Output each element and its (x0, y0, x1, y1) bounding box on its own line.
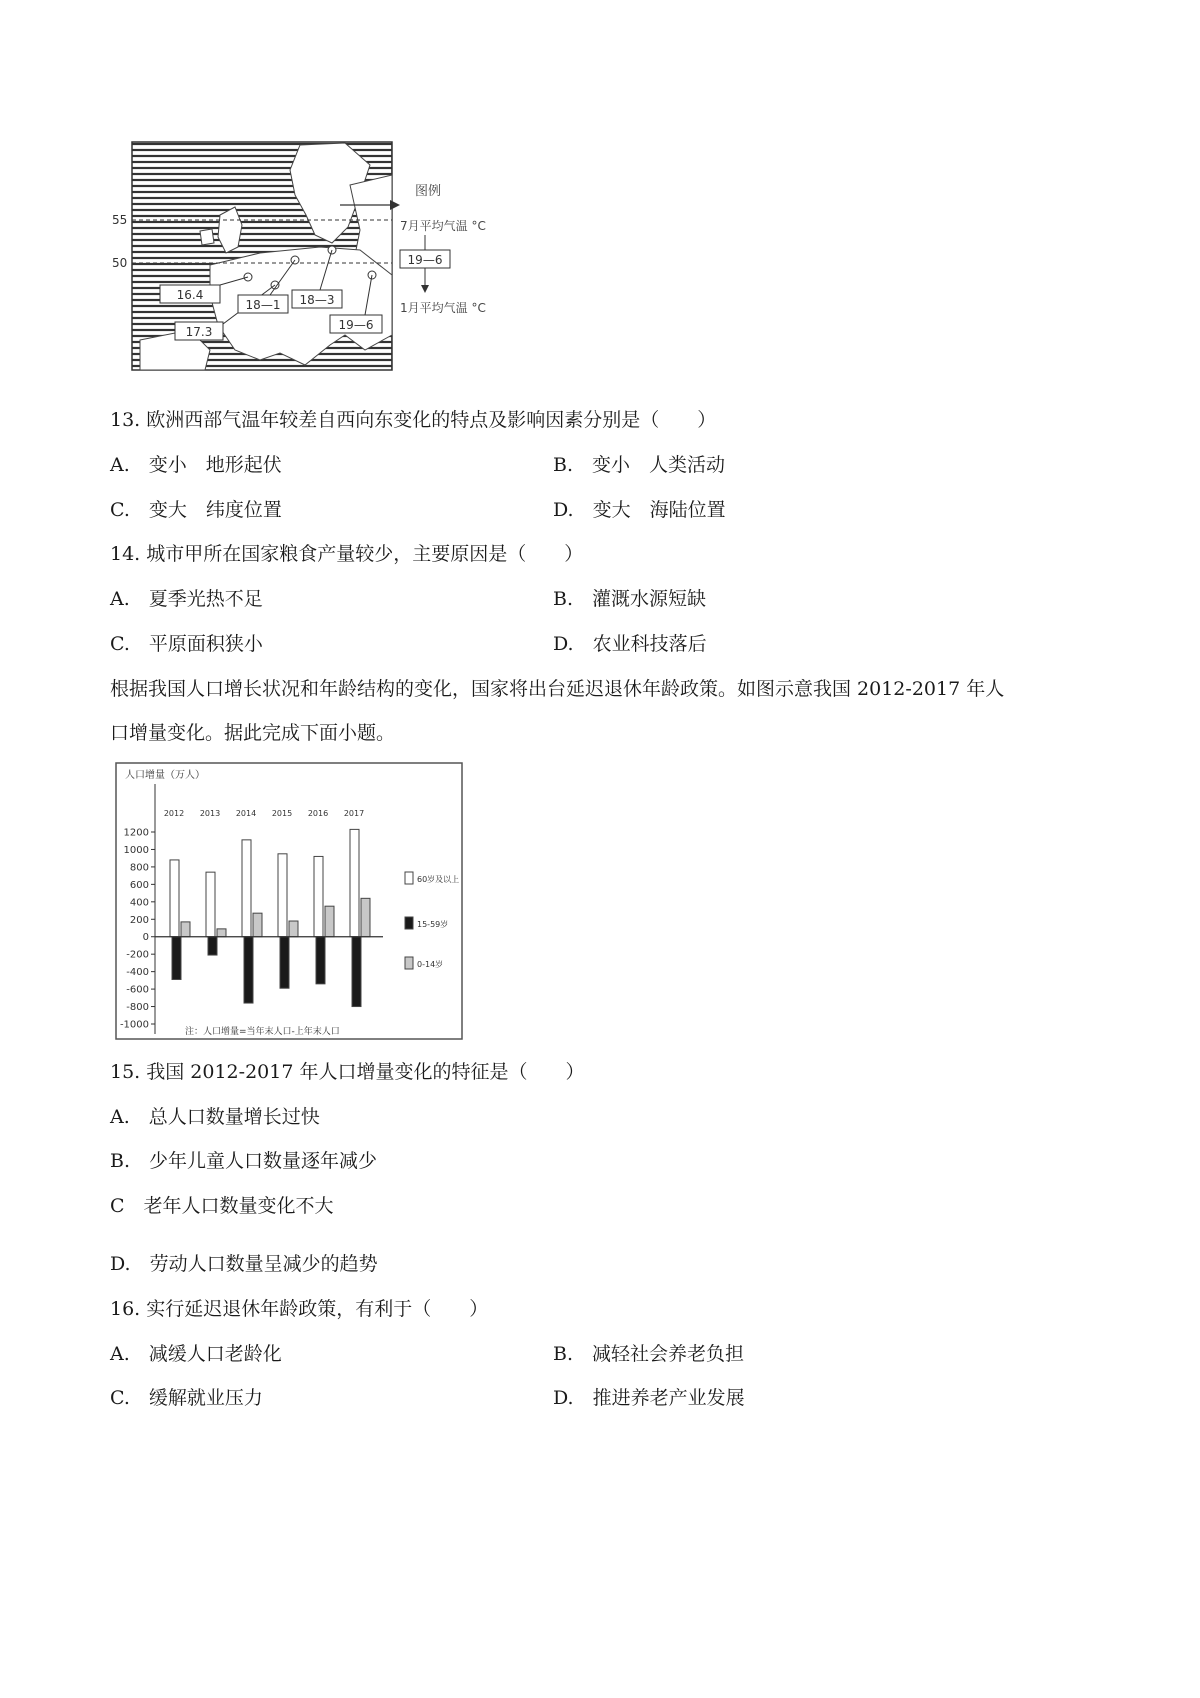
intro-line-1: 根据我国人口增长状况和年龄结构的变化，国家将出台延迟退休年龄政策。如图示意我国 2012-2017 年人 (110, 678, 1005, 700)
chart-bar-2016-series-0 (314, 856, 323, 936)
chart-ytick-label: 400 (129, 897, 149, 909)
chart-ytick-label: 1000 (123, 844, 149, 856)
chart-bar-2012-series-2 (181, 922, 190, 937)
map-box-3: 18—1 (245, 298, 281, 312)
chart-ytick-label: 0 (142, 932, 149, 944)
map-box-4: 18—3 (299, 293, 335, 307)
chart-ytick-label: -200 (126, 949, 149, 961)
chart-ylabel: 人口增量（万人） (125, 770, 205, 781)
chart-bar-2013-series-0 (206, 872, 215, 937)
map-box-2: 17.3 (185, 325, 213, 339)
question-15-option-b[interactable]: B. 少年儿童人口数量逐年减少 (110, 1150, 378, 1172)
chart-ytick-label: -1000 (119, 1019, 149, 1031)
chart-category-label: 2014 (235, 809, 257, 818)
chart-bar-2012-series-0 (170, 860, 179, 937)
question-13-option-a[interactable]: A. 变小 地形起伏 (110, 454, 282, 476)
question-16-option-d[interactable]: D. 推进养老产业发展 (553, 1387, 745, 1409)
question-13-option-d[interactable]: D. 变大 海陆位置 (553, 499, 726, 521)
map-box-5: 19—6 (338, 318, 374, 332)
map-legend-title: 图例 (415, 184, 442, 199)
chart-bar-2012-series-1 (172, 937, 181, 980)
question-15-option-a[interactable]: A. 总人口数量增长过快 (110, 1106, 320, 1128)
chart-bar-2015-series-2 (289, 921, 298, 937)
chart-legend-label: 0-14岁 (417, 960, 444, 969)
question-14-option-c[interactable]: C. 平原面积狭小 (110, 633, 263, 655)
question-15-stem: 15. 我国 2012-2017 年人口增量变化的特征是（ ） (110, 1061, 585, 1083)
chart-ytick-label: -400 (126, 967, 149, 979)
chart-bar-2017-series-0 (350, 829, 359, 936)
map-legend-july: 7月平均气温 °C (400, 219, 486, 233)
chart-category-label: 2017 (343, 809, 365, 818)
chart-ytick-label: 200 (129, 914, 149, 926)
chart-bar-2017-series-2 (361, 898, 370, 936)
question-16-option-c[interactable]: C. 缓解就业压力 (110, 1387, 263, 1409)
chart-ytick-label: 1200 (123, 827, 149, 839)
chart-bar-2013-series-1 (208, 937, 217, 955)
map-legend-box: 19—6 (407, 253, 443, 267)
question-14-stem: 14. 城市甲所在国家粮食产量较少，主要原因是（ ） (110, 543, 584, 565)
chart-note: 注：人口增量=当年末人口-上年末人口 (185, 1027, 340, 1037)
chart-bar-2014-series-1 (244, 937, 253, 1003)
chart-ytick-label: -600 (126, 984, 149, 996)
chart-legend-swatch (405, 957, 413, 969)
chart-legend-swatch (405, 917, 413, 929)
map-legend-jan: 1月平均气温 °C (400, 301, 486, 315)
chart-ytick-label: -800 (126, 1002, 149, 1014)
chart-legend-label: 60岁及以上 (417, 875, 460, 884)
question-15-option-d[interactable]: D. 劳动人口数量呈减少的趋势 (110, 1253, 378, 1275)
chart-bar-2016-series-2 (325, 906, 334, 937)
intro-line-2: 口增量变化。据此完成下面小题。 (110, 722, 396, 744)
question-13-option-b[interactable]: B. 变小 人类活动 (553, 454, 726, 476)
latitude-55-label: 55 (112, 213, 128, 227)
question-14-option-a[interactable]: A. 夏季光热不足 (110, 588, 263, 610)
europe-temperature-map (110, 135, 530, 380)
population-increase-chart (115, 762, 475, 1044)
chart-bar-2014-series-0 (242, 840, 251, 937)
question-13-stem: 13. 欧洲西部气温年较差自西向东变化的特点及影响因素分别是（ ） (110, 409, 717, 431)
question-16-stem: 16. 实行延迟退休年龄政策，有利于（ ） (110, 1298, 489, 1320)
chart-ytick-label: 600 (129, 879, 149, 891)
chart-legend-label: 15-59岁 (417, 920, 449, 929)
question-15-option-c[interactable]: C 老年人口数量变化不大 (110, 1195, 334, 1217)
question-13-option-c[interactable]: C. 变大 纬度位置 (110, 499, 282, 521)
chart-bar-2014-series-2 (253, 913, 262, 937)
chart-bar-2016-series-1 (316, 937, 325, 984)
chart-category-label: 2012 (163, 809, 185, 818)
question-14-option-d[interactable]: D. 农业科技落后 (553, 633, 707, 655)
chart-bar-2017-series-1 (352, 937, 361, 1007)
chart-legend-swatch (405, 872, 413, 884)
question-16-option-a[interactable]: A. 减缓人口老龄化 (110, 1343, 282, 1365)
chart-category-label: 2016 (307, 809, 329, 818)
chart-ytick-label: 800 (129, 862, 149, 874)
chart-frame (116, 763, 462, 1039)
map-box-1: 16.4 (176, 288, 204, 302)
chart-category-label: 2015 (271, 809, 293, 818)
question-16-option-b[interactable]: B. 减轻社会养老负担 (553, 1343, 745, 1365)
chart-bar-2015-series-0 (278, 854, 287, 937)
question-14-option-b[interactable]: B. 灌溉水源短缺 (553, 588, 707, 610)
latitude-50-label: 50 (112, 256, 128, 270)
chart-bar-2015-series-1 (280, 937, 289, 988)
chart-category-label: 2013 (199, 809, 221, 818)
chart-bar-2013-series-2 (217, 929, 226, 937)
